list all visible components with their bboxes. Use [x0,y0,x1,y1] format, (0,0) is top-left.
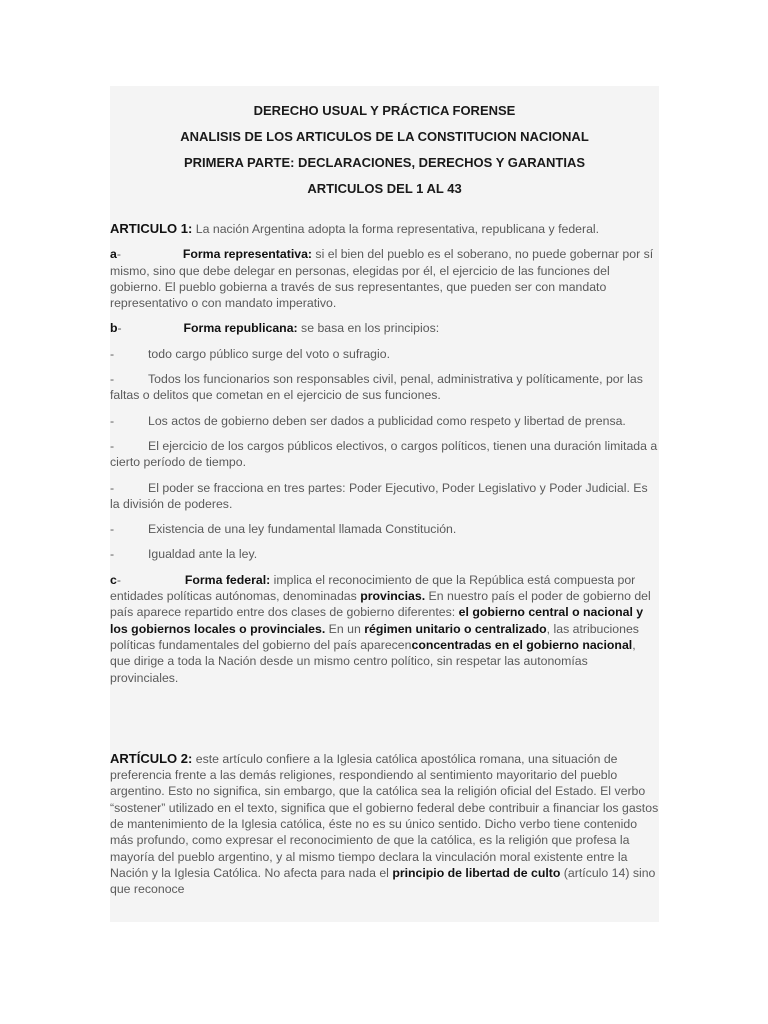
item-c-text: implica el reconocimiento de que la República está compuesta por entidades políticas autónomas, denominadas [110,572,636,604]
article-2-paragraph [110,751,659,898]
part-heading: PRIMERA PARTE: DECLARACIONES, DERECHOS Y GARANTIAS [183,155,586,170]
article-2-text: (artículo 14) sino que reconoce [110,865,656,897]
item-c-text: , las atribuciones políticas fundamentales del gobierno del país aparecen [110,621,639,652]
list-item-text: Igualdad ante la ley. [148,547,258,562]
item-a-text: si el bien del pueblo es el soberano, no puede gobernar por sí mismo, sino que debe delegar en personas, elegidas por él, el ejercicio de las funciones del gobierno. El pueblo gobierna a través de sus representantes, que pueden ser con mandato representativo o con mandato imperativo. [110,247,654,311]
document-page [110,86,659,922]
title-heading: DERECHO USUAL Y PRÁCTICA FORENSE [253,103,516,118]
item-c-paragraph [110,572,659,686]
item-b-title: Forma republicana: [183,321,298,336]
subtitle-heading: ANALISIS DE LOS ARTICULOS DE LA CONSTITUCION NACIONAL [180,129,589,144]
list-item [110,346,659,362]
list-item [110,371,659,404]
article-2-label: ARTÍCULO 2: [110,750,193,766]
item-a-paragraph [110,246,659,311]
article-1-paragraph [110,221,659,237]
articles-range-heading: ARTICULOS DEL 1 AL 43 [307,181,462,196]
document-headings [110,86,659,202]
item-c-bold-regimen: régimen unitario o centralizado [364,621,547,636]
item-c-text: , que dirige a toda la Nación desde un mismo centro político, sin respetar las autonomías provinciales. [110,637,636,685]
list-item [110,438,659,471]
list-dash: - [110,522,115,537]
list-item-text: El ejercicio de los cargos públicos electivos, o cargos políticos, tienen una duración limitada a cierto período de tiempo. [110,438,658,470]
item-a-dash: - [116,247,121,262]
list-dash: - [110,480,115,495]
article-1-label: ARTICULO 1: [110,221,193,236]
item-c-title: Forma federal: [184,572,271,587]
item-c-letter: c [110,572,117,587]
list-dash: - [110,413,115,428]
article-1-text: La nación Argentina adopta la forma representativa, republicana y federal. [192,222,600,236]
item-a-title: Forma representativa: [182,247,313,262]
item-c-bold-provincias: provincias. [360,589,426,604]
list-dash: - [110,438,115,453]
list-item [110,480,659,513]
list-item-text: Los actos de gobierno deben ser dados a publicidad como respeto y libertad de prensa. [148,413,626,428]
item-c-bold-concentradas: concentradas en el gobierno nacional [411,637,633,652]
item-b-letter: b [110,321,118,336]
list-dash: - [110,372,115,387]
article-2-bold-libertad: principio de libertad de culto [392,865,561,880]
list-item-text: El poder se fracciona en tres partes: Poder Ejecutivo, Poder Legislativo y Poder Judicial. Es la división de poderes. [110,480,648,511]
list-item-text: Todos los funcionarios son responsables civil, penal, administrativa y políticamente, por las faltas o delitos que cometan en el ejercicio de sus funciones. [110,372,643,403]
list-item [110,546,659,562]
item-c-dash: - [116,572,121,587]
item-b-dash: - [117,321,122,336]
list-item [110,521,659,537]
item-a-letter: a [110,247,117,262]
item-b-paragraph [110,320,659,336]
item-c-text: En nuestro país el poder de gobierno del país aparece repartido entre dos clases de gobierno diferentes: [110,589,651,620]
list-item-text: Existencia de una ley fundamental llamada Constitución. [148,522,457,537]
article-2-text: este artículo confiere a la Iglesia católica apostólica romana, una situación de preferencia frente a las demás religiones, respondiendo al sentimiento mayoritario del pueblo argentino. Esto no significa, sin embargo, que la católica sea la religión oficial del Estado. El verbo “sostener” utilizado en el texto, significa que el gobierno federal debe contribuir a financiar los gastos de mantenimiento de la Iglesia católica, éste no es su único sentido. Dicho verbo tiene contenido más profundo, como expresar el reconocimiento de que la católica, es la religión que profesa la mayoría del pueblo argentino, y al mismo tiempo declara la vinculación moral existente entre la Nación y la Iglesia Católica. No afecta para nada el [110,751,659,880]
item-b-text: se basa en los principios: [297,321,440,336]
list-dash: - [110,547,115,562]
item-c-text: En un [325,621,365,636]
list-dash: - [110,346,115,361]
item-c-bold-gobiernos: el gobierno central o nacional y los gobiernos locales o provinciales. [110,605,644,636]
principles-list [110,346,659,563]
list-item [110,413,659,429]
list-item-text: todo cargo público surge del voto o sufragio. [148,346,390,361]
